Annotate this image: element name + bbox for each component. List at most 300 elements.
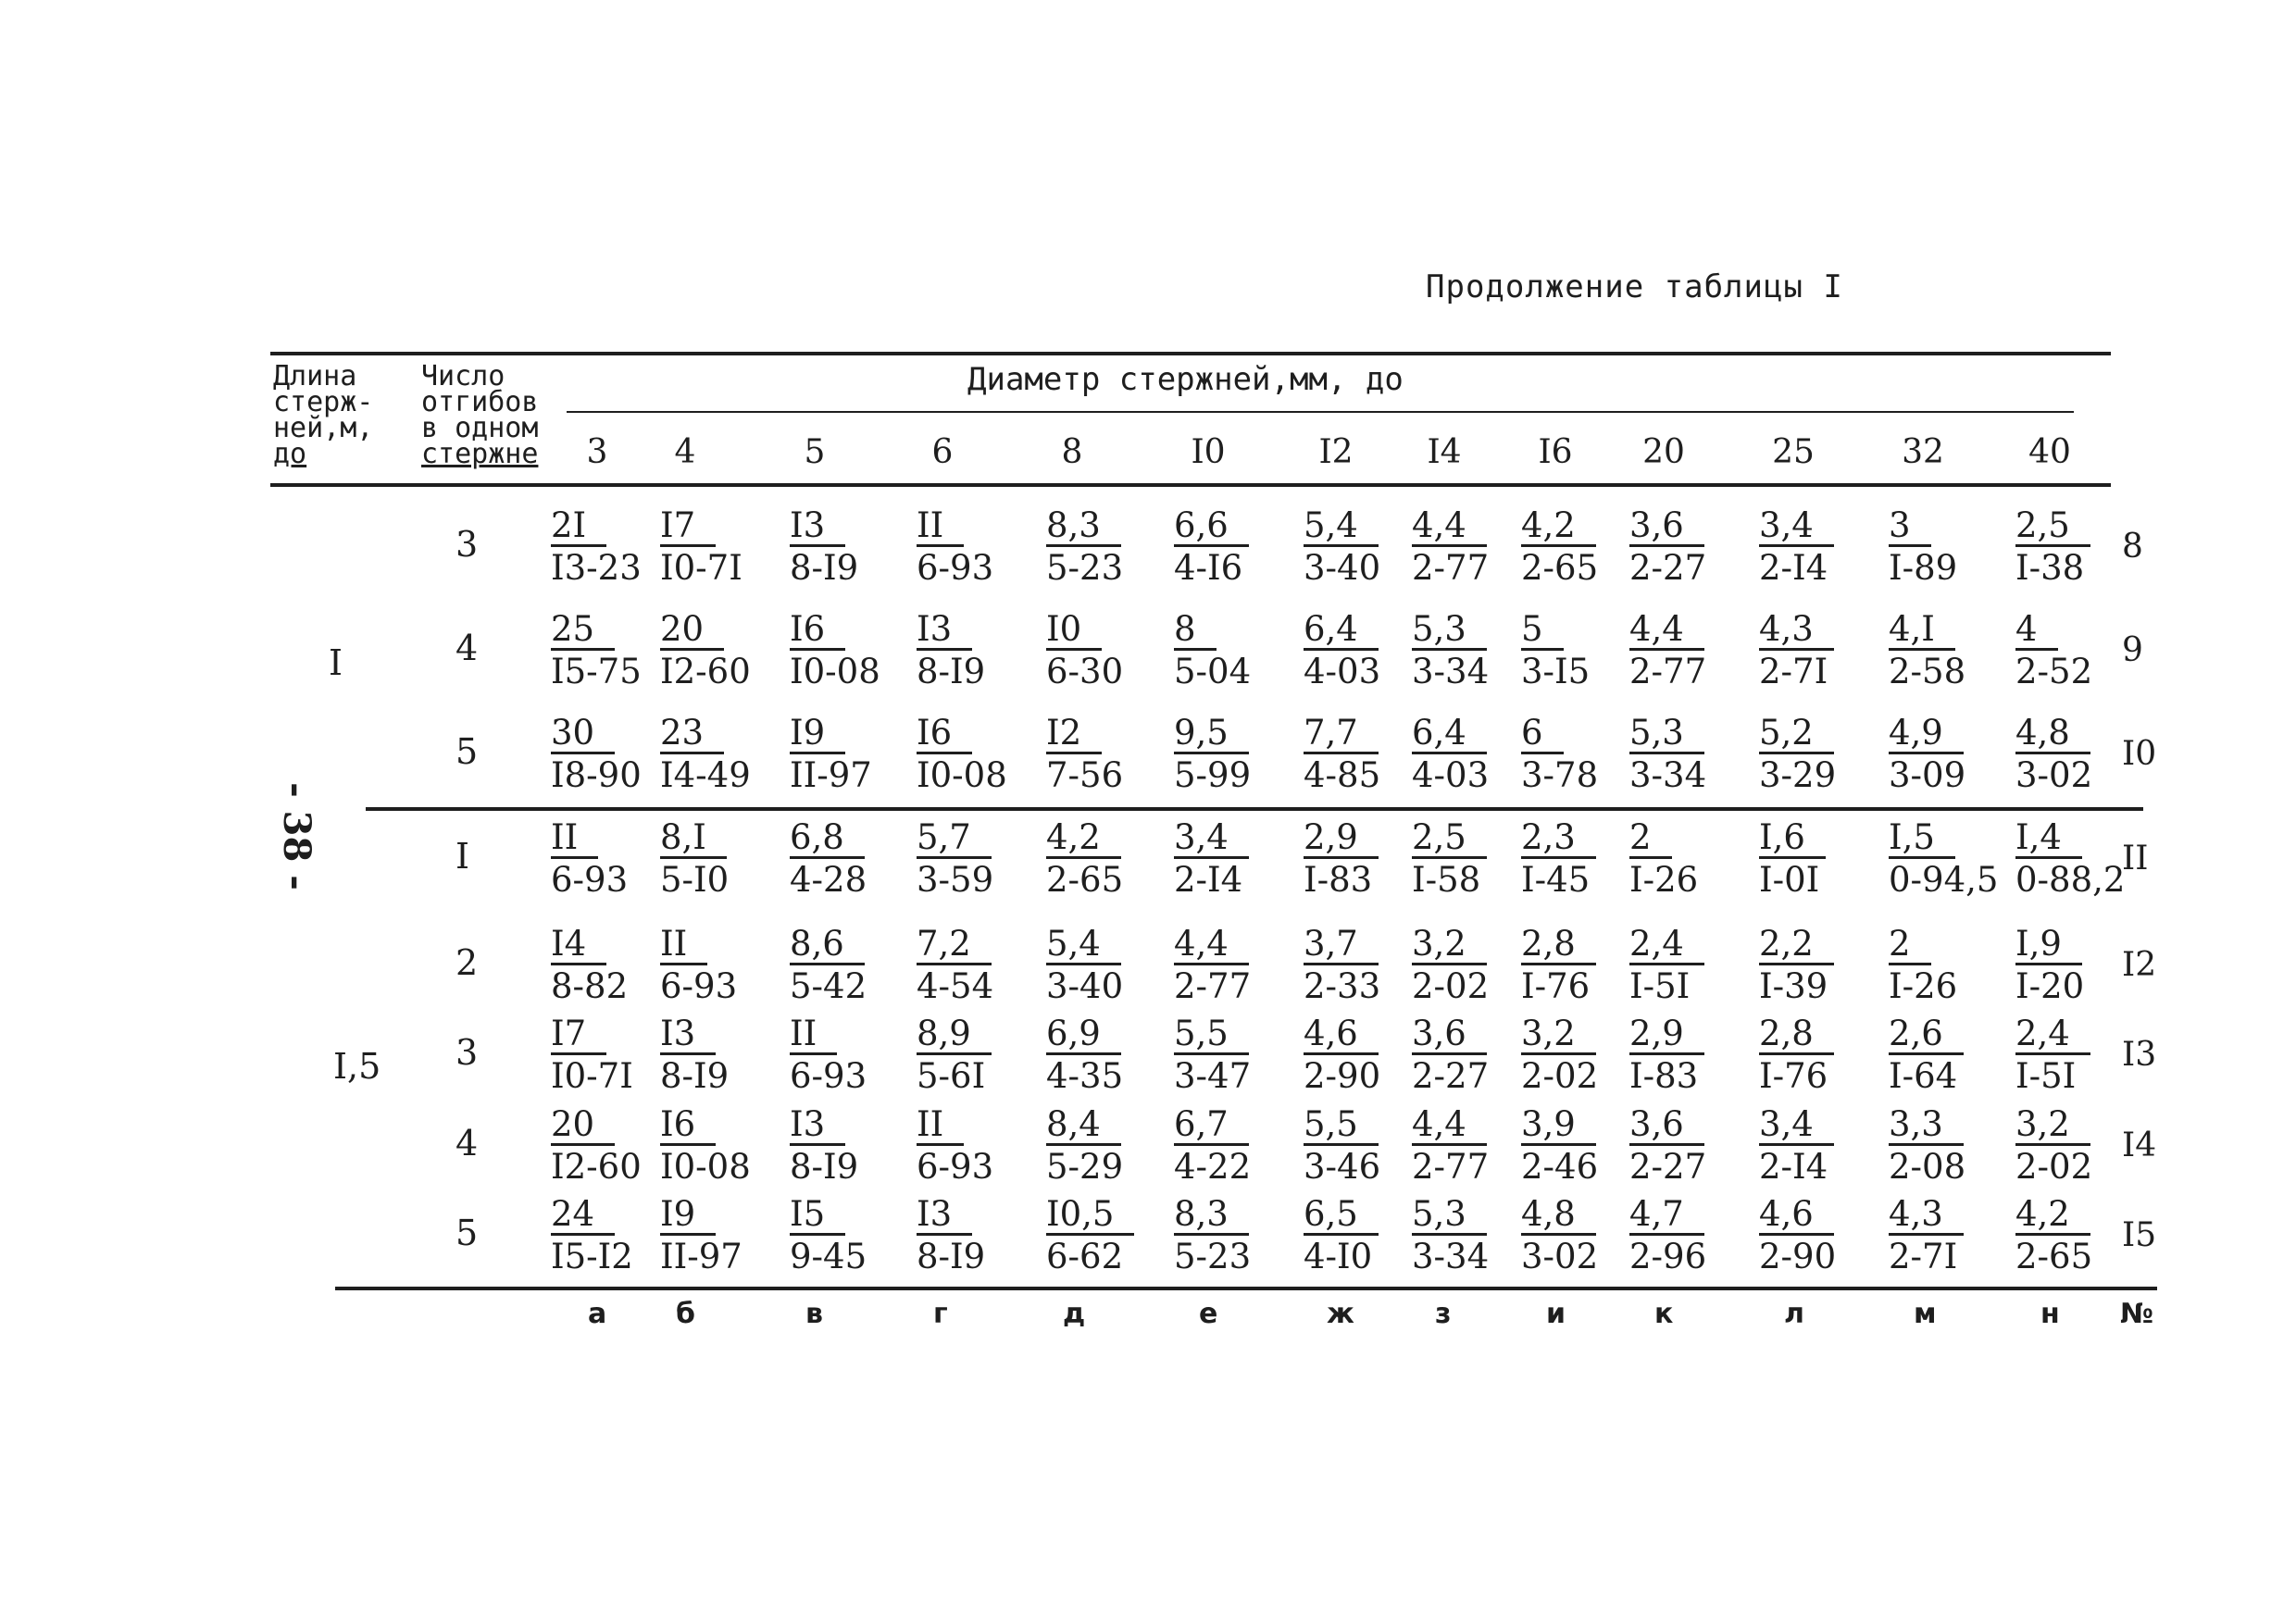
cell-top [551,715,615,754]
cell-top-value: 6,4 [1412,715,1487,754]
cell-top-value: I6 [660,1106,716,1146]
cell-top-value: 4,6 [1759,1196,1834,1236]
cell-top-value: I0 [1046,611,1102,651]
cell-top-value: 5,5 [1174,1015,1249,1055]
cell-top [1174,1015,1249,1055]
cell-top [1412,926,1487,965]
cell-bottom: I0-7I [551,1056,633,1096]
row-number: II [2122,840,2149,877]
row-number: I4 [2122,1126,2157,1164]
cell-top-value: 3,3 [1889,1106,1964,1146]
bends-value: 3 [455,524,479,565]
cell-top [1889,1106,1964,1146]
cell-bottom: 0-94,5 [1889,860,1999,900]
cell-bottom: 6-93 [790,1056,867,1096]
cell-top [551,507,606,547]
cell-top-value: 8 [1174,611,1217,651]
cell-top [551,611,615,651]
cell-top-value: 6,8 [790,819,865,859]
header-length-line2: стерж- [273,386,374,418]
footer-letter: г [933,1298,948,1330]
cell-bottom: 2-77 [1412,548,1490,588]
cell-top [1629,926,1704,965]
cell-bottom: 2-90 [1759,1237,1837,1276]
cell-top [1521,926,1596,965]
cell-top [790,1106,845,1146]
cell-bottom: 4-03 [1412,755,1490,795]
cell-top [1521,611,1564,651]
cell-bottom: 4-85 [1304,755,1381,795]
cell-top [1521,1106,1596,1146]
cell-top-value: I6 [790,611,845,651]
cell-top-value: 2,8 [1521,926,1596,965]
bends-value: 2 [455,942,479,983]
cell-top-value: I3 [660,1015,716,1055]
cell-top-value: 24 [551,1196,615,1236]
cell-bottom: I-5I [1629,966,1691,1006]
cell-bottom: I-5I [2015,1056,2077,1096]
cell-top-value: 23 [660,715,724,754]
cell-top-value: 6,5 [1304,1196,1379,1236]
bends-value: 5 [455,1213,479,1253]
cell-top [2015,715,2090,754]
cell-bottom: 3-29 [1759,755,1837,795]
cell-top [917,1196,972,1236]
cell-bottom: I0-08 [660,1147,751,1187]
cell-top-value: 5,4 [1046,926,1121,965]
cell-top [1759,926,1834,965]
cell-top [1629,1196,1704,1236]
cell-bottom: 4-54 [917,966,994,1006]
diameter-col-3: 6 [931,433,954,471]
cell-top-value: 6,6 [1174,507,1249,547]
cell-top-value: 8,3 [1046,507,1121,547]
cell-top [551,1196,615,1236]
cell-bottom: I-83 [1629,1056,1699,1096]
cell-top [917,1015,992,1055]
cell-bottom: 0-88,2 [2015,860,2126,900]
header-bends-line1: Число [421,360,505,392]
cell-top [1412,1196,1487,1236]
cell-top-value: I,4 [2015,819,2082,859]
cell-bottom: 4-28 [790,860,867,900]
cell-bottom: I-89 [1889,548,1958,588]
cell-bottom: 3-40 [1304,548,1381,588]
cell-top [2015,611,2058,651]
cell-top-value: 7,2 [917,926,992,965]
cell-bottom: 2-52 [2015,652,2093,691]
cell-top [660,1015,716,1055]
cell-top [1046,507,1121,547]
footer-letter: б [676,1298,695,1330]
cell-top [660,715,724,754]
cell-top [1629,611,1704,651]
cell-bottom: 6-62 [1046,1237,1124,1276]
cell-top [1174,507,1249,547]
diameter-col-10: 25 [1772,433,1815,471]
cell-bottom: 3-I5 [1521,652,1591,691]
cell-top [1629,715,1704,754]
cell-top [1889,819,1955,859]
cell-top-value: 6,4 [1304,611,1379,651]
cell-bottom: 5-29 [1046,1147,1124,1187]
cell-top-value: 3,9 [1521,1106,1596,1146]
cell-top [1889,507,1931,547]
cell-top-value: 3,2 [1521,1015,1596,1055]
cell-top-value: 8,4 [1046,1106,1121,1146]
table-top-rule [270,352,2111,355]
row-number: I5 [2122,1216,2157,1254]
cell-top [1889,611,1955,651]
diameter-col-5: I0 [1191,433,1226,471]
bends-value: 3 [455,1032,479,1073]
cell-top [1304,715,1379,754]
cell-top-value: 5,5 [1304,1106,1379,1146]
cell-bottom: 3-02 [1521,1237,1599,1276]
cell-top-value: 9,5 [1174,715,1249,754]
cell-top-value: 3,4 [1759,1106,1834,1146]
cell-top [1046,1106,1121,1146]
cell-bottom: 2-77 [1174,966,1252,1006]
diameter-col-7: I4 [1427,433,1462,471]
cell-top-value: 4,8 [2015,715,2090,754]
cell-top [1889,715,1964,754]
cell-bottom: 8-I9 [790,1147,859,1187]
bends-value: 4 [455,628,479,668]
cell-top [1304,1015,1379,1055]
cell-top-value: I,6 [1759,819,1826,859]
cell-top [1889,1015,1964,1055]
diameter-header: Диаметр стержней,мм, до [967,361,1404,398]
table-bottom-rule [335,1287,2157,1290]
cell-top [551,1015,606,1055]
cell-top-value: I,5 [1889,819,1955,859]
cell-top-value: 6,7 [1174,1106,1249,1146]
cell-top-value: 8,I [660,819,727,859]
header-bends-line2: отгибов [421,386,539,418]
cell-top [1046,926,1121,965]
cell-top [790,611,845,651]
header-length [273,360,374,470]
cell-top [1304,1196,1379,1236]
cell-top-value: II [790,1015,837,1055]
cell-bottom: 2-90 [1304,1056,1381,1096]
cell-bottom: 6-30 [1046,652,1124,691]
cell-top [1629,819,1672,859]
cell-top [1174,1196,1249,1236]
cell-bottom: 3-34 [1629,755,1707,795]
cell-top-value: I6 [917,715,972,754]
diameter-subrule [567,411,2074,413]
cell-top [1759,507,1834,547]
cell-top [2015,926,2082,965]
cell-bottom: 8-82 [551,966,629,1006]
cell-top-value: I9 [660,1196,716,1236]
cell-top-value: 4 [2015,611,2058,651]
cell-top-value: I3 [917,611,972,651]
cell-top-value: I2 [1046,715,1102,754]
cell-top-value: 3,6 [1629,1106,1704,1146]
cell-top-value: 8,6 [790,926,865,965]
cell-top [2015,1015,2090,1055]
diameter-col-2: 5 [804,433,826,471]
cell-bottom: 5-6I [917,1056,986,1096]
cell-bottom: I-76 [1521,966,1591,1006]
cell-bottom: 3-47 [1174,1056,1252,1096]
cell-top [1046,1196,1134,1236]
cell-bottom: 2-I4 [1759,1147,1828,1187]
cell-bottom: I-38 [2015,548,2085,588]
cell-top [551,926,606,965]
cell-top [1521,819,1596,859]
cell-bottom: 5-23 [1046,548,1124,588]
cell-bottom: 9-45 [790,1237,867,1276]
row-number: 9 [2122,631,2143,669]
cell-top-value: 5,2 [1759,715,1834,754]
length-value: I [329,642,343,683]
cell-top [1521,507,1596,547]
cell-top-value: 30 [551,715,615,754]
length-value: I,5 [333,1046,381,1087]
page-number: - 38 - [274,782,318,890]
cell-bottom: 5-I0 [660,860,730,900]
cell-bottom: 2-27 [1412,1056,1490,1096]
cell-top-value: II [551,819,598,859]
cell-top-value: 4,3 [1759,611,1834,651]
cell-top [790,507,845,547]
cell-top-value: 4,3 [1889,1196,1964,1236]
cell-bottom: 3-59 [917,860,994,900]
cell-top-value: 4,8 [1521,1196,1596,1236]
cell-top-value: I3 [917,1196,972,1236]
cell-bottom: 2-77 [1412,1147,1490,1187]
footer-letter: м [1914,1298,1937,1330]
cell-bottom: 3-78 [1521,755,1599,795]
cell-top-value: 3,2 [1412,926,1487,965]
row-number: I2 [2122,946,2157,984]
cell-top [1304,926,1379,965]
cell-top [1629,507,1704,547]
cell-bottom: I-83 [1304,860,1373,900]
cell-top-value: 4,2 [1046,819,1121,859]
cell-top-value: 5,4 [1304,507,1379,547]
cell-top [917,611,972,651]
cell-top [1174,715,1249,754]
cell-top-value: 8,9 [917,1015,992,1055]
cell-top [1521,1015,1596,1055]
cell-bottom: I5-75 [551,652,642,691]
cell-top [2015,819,2082,859]
cell-bottom: I-0I [1759,860,1820,900]
cell-bottom: 2-58 [1889,652,1966,691]
cell-bottom: 2-65 [2015,1237,2093,1276]
cell-top [1174,611,1217,651]
cell-bottom: 3-46 [1304,1147,1381,1187]
cell-bottom: 2-77 [1629,652,1707,691]
cell-bottom: I-76 [1759,1056,1828,1096]
cell-top-value: 2,5 [1412,819,1487,859]
cell-top [1759,1015,1834,1055]
bends-value: I [455,836,470,877]
cell-top-value: 4,4 [1174,926,1249,965]
cell-bottom: 4-I6 [1174,548,1243,588]
cell-top [2015,1196,2090,1236]
cell-bottom: I-45 [1521,860,1591,900]
cell-bottom: I3-23 [551,548,642,588]
cell-top [551,819,598,859]
cell-top-value: 25 [551,611,615,651]
cell-bottom: 6-93 [551,860,629,900]
cell-bottom: 4-I0 [1304,1237,1373,1276]
cell-top [2015,1106,2090,1146]
cell-bottom: 4-35 [1046,1056,1124,1096]
cell-bottom: 2-65 [1521,548,1599,588]
cell-top-value: 2,4 [2015,1015,2090,1055]
cell-top-value: 20 [660,611,724,651]
cell-top-value: 4,9 [1889,715,1964,754]
cell-top [1304,819,1379,859]
cell-bottom: 6-93 [917,1147,994,1187]
cell-top-value: I9 [790,715,845,754]
cell-top-value: 3,6 [1412,1015,1487,1055]
cell-top-value: 3,6 [1629,507,1704,547]
cell-top-value: I3 [790,507,845,547]
cell-top [790,926,865,965]
cell-top-value: 6 [1521,715,1564,754]
cell-top-value: 4,4 [1412,507,1487,547]
cell-bottom: 2-I4 [1759,548,1828,588]
cell-top-value: I5 [790,1196,845,1236]
row-number: I3 [2122,1036,2157,1074]
cell-top-value: I7 [551,1015,606,1055]
cell-bottom: 3-02 [2015,755,2093,795]
cell-top-value: 4,7 [1629,1196,1704,1236]
cell-bottom: I-64 [1889,1056,1958,1096]
cell-top [1412,611,1487,651]
cell-top-value: I4 [551,926,606,965]
cell-top [1759,715,1834,754]
cell-top [1759,819,1826,859]
cell-top-value: 2 [1629,819,1672,859]
cell-top [2015,507,2090,547]
footer-letter: в [805,1298,823,1330]
cell-bottom: I5-I2 [551,1237,633,1276]
cell-top-value: 2,2 [1759,926,1834,965]
cell-top [1629,1106,1704,1146]
cell-top [1889,926,1931,965]
cell-top-value: 2,9 [1629,1015,1704,1055]
cell-top-value: 7,7 [1304,715,1379,754]
cell-bottom: 5-23 [1174,1237,1252,1276]
diameter-col-6: I2 [1318,433,1354,471]
cell-top [790,1196,845,1236]
cell-top [917,1106,964,1146]
diameter-col-4: 8 [1061,433,1083,471]
cell-bottom: I2-60 [551,1147,642,1187]
cell-bottom: I0-08 [917,755,1007,795]
cell-top-value: 3,4 [1174,819,1249,859]
cell-top [790,715,845,754]
cell-bottom: 2-27 [1629,548,1707,588]
header-bends [421,360,539,470]
cell-top-value: 2,3 [1521,819,1596,859]
cell-top [1889,1196,1964,1236]
cell-top-value: 3,7 [1304,926,1379,965]
cell-top-value: I3 [790,1106,845,1146]
cell-top [1046,611,1102,651]
footer-letter: ж [1327,1298,1354,1330]
cell-bottom: I-39 [1759,966,1828,1006]
cell-top-value: 2,9 [1304,819,1379,859]
bends-value: 5 [455,731,479,772]
cell-bottom: 2-46 [1521,1147,1599,1187]
cell-bottom: I4-49 [660,755,751,795]
cell-top-value: 5,3 [1412,1196,1487,1236]
cell-top-value: 2,8 [1759,1015,1834,1055]
cell-top [660,1106,716,1146]
cell-bottom: 2-7I [1889,1237,1958,1276]
cell-top-value: 2I [551,507,606,547]
cell-top [917,926,992,965]
cell-top [1174,1106,1249,1146]
cell-top-value: 5,3 [1412,611,1487,651]
diameter-col-11: 32 [1902,433,1944,471]
cell-bottom: 5-42 [790,966,867,1006]
cell-top [1521,1196,1596,1236]
cell-top-value: I7 [660,507,716,547]
cell-bottom: I-20 [2015,966,2085,1006]
cell-top [917,819,992,859]
table-caption: Продолжение таблицы I [1426,268,1843,305]
cell-bottom: 6-93 [660,966,738,1006]
row-number: I0 [2122,735,2157,773]
cell-top-value: 20 [551,1106,615,1146]
cell-top [1046,819,1121,859]
cell-top [917,715,972,754]
diameter-col-0: 3 [586,433,608,471]
cell-bottom: 2-27 [1629,1147,1707,1187]
cell-bottom: 3-40 [1046,966,1124,1006]
row-number: 8 [2122,528,2143,566]
cell-bottom: 2-02 [1521,1056,1599,1096]
cell-top-value: 4,2 [1521,507,1596,547]
cell-top [1412,715,1487,754]
footer-letter: № [2120,1298,2154,1330]
cell-bottom: I2-60 [660,652,751,691]
cell-top [790,819,865,859]
footer-letter: а [588,1298,607,1330]
cell-bottom: I8-90 [551,755,642,795]
footer-letter: л [1784,1298,1804,1330]
header-bends-line4: стержне [421,438,539,470]
cell-bottom: 2-33 [1304,966,1381,1006]
cell-top-value: 2,4 [1629,926,1704,965]
bends-value: 4 [455,1123,479,1164]
cell-top [1046,715,1102,754]
cell-top-value: II [917,507,964,547]
cell-bottom: I-58 [1412,860,1481,900]
cell-top [660,819,727,859]
cell-top-value: 3,2 [2015,1106,2090,1146]
cell-bottom: 2-02 [1412,966,1490,1006]
cell-bottom: 3-09 [1889,755,1966,795]
cell-top-value: 5,3 [1629,715,1704,754]
cell-top [790,1015,837,1055]
cell-top [1174,819,1249,859]
footer-letter: н [2040,1298,2060,1330]
cell-top [1046,1015,1121,1055]
cell-top [1412,819,1487,859]
